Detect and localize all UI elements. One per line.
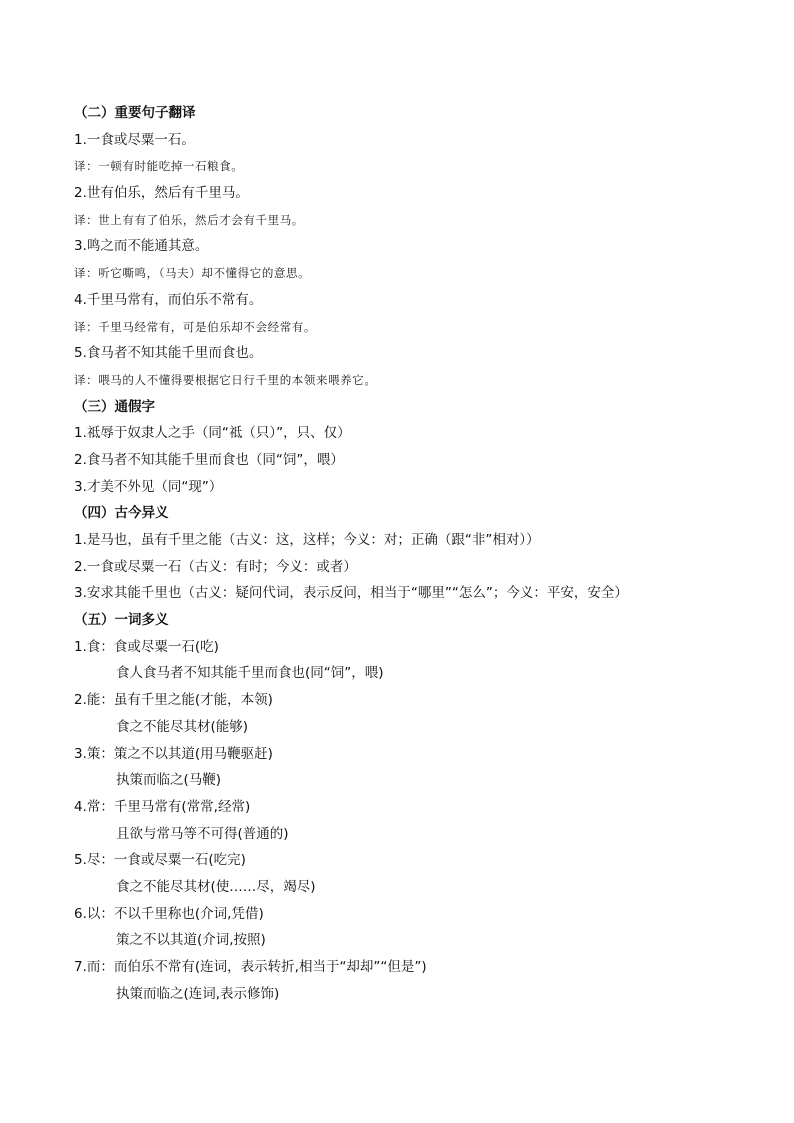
document-content [74,100,734,1007]
section-heading: （二）重要句子翻译 [74,105,196,121]
translation-line: 译：一顿有时能吃掉一石粮食。 [74,159,244,174]
sentence-line: 1.祗辱于奴隶人之手（同“祗（只）”，只、仅） [74,425,351,442]
sentence-line: 7.而：而伯乐不常有(连词，表示转折,相当于“却却”“但是”) [74,959,427,975]
example-line: 食之不能尽其材(使……尽，竭尽) [116,878,316,895]
sentence-line: 5.食马者不知其能千里而食也。 [74,345,263,362]
sentence-line: 4.千里马常有，而伯乐不常有。 [74,291,263,308]
sentence-line: 1.是马也，虽有千里之能（古义：这，这样；今义：对；正确（跟“非”相对）） [74,532,540,548]
section-heading: （三）通假字 [74,398,155,415]
example-line: 且欲与常马等不可得(普通的) [116,825,289,842]
example-line: 策之不以其道(介词,按照) [116,932,266,949]
sentence-line: 2.食马者不知其能千里而食也（同“饲”，喂） [74,451,344,468]
translation-line: 译：千里马经常有，可是伯乐却不会经常有。 [74,319,316,334]
example-line: 食之不能尽其材(能够) [116,718,249,735]
sentence-line: 3.安求其能千里也（古义：疑问代词，表示反问，相当于“哪里”“怎么”；今义：平安，安全） [74,585,628,602]
sentence-line: 1.食：食或尽粟一石(吃) [74,638,219,655]
sentence-line: 2.世有伯乐，然后有千里马。 [74,185,249,202]
sentence-line: 3.才美不外见（同“现”） [74,478,223,495]
sentence-line: 3.鸣之而不能通其意。 [74,238,209,255]
translation-line: 译：世上有有了伯乐，然后才会有千里马。 [74,212,304,227]
translation-line: 译：喂马的人不懂得要根据它日行千里的本领来喂养它。 [74,372,377,387]
sentence-line: 2.能：虽有千里之能(才能，本领) [74,692,273,709]
example-line: 执策而临之(马鞭) [116,772,222,789]
section-heading: （四）古今异义 [74,505,169,522]
sentence-line: 2.一食或尽粟一石（古义：有时；今义：或者） [74,558,357,575]
example-line: 食人食马者不知其能千里而食也(同“饲”，喂) [116,665,384,682]
sentence-line: 3.策：策之不以其道(用马鞭驱赶) [74,745,273,762]
sentence-line: 1.一食或尽粟一石。 [74,131,195,148]
sentence-line: 4.常：千里马常有(常常,经常) [74,798,251,815]
sentence-line: 6.以：不以千里称也(介词,凭借) [74,905,264,922]
translation-line: 译：听它嘶鸣，（马夫）却不懂得它的意思。 [74,266,311,281]
section-heading: （五）一词多义 [74,612,169,629]
sentence-line: 5.尽：一食或尽粟一石(吃完) [74,852,246,869]
example-line: 执策而临之(连词,表示修饰) [116,985,280,1002]
